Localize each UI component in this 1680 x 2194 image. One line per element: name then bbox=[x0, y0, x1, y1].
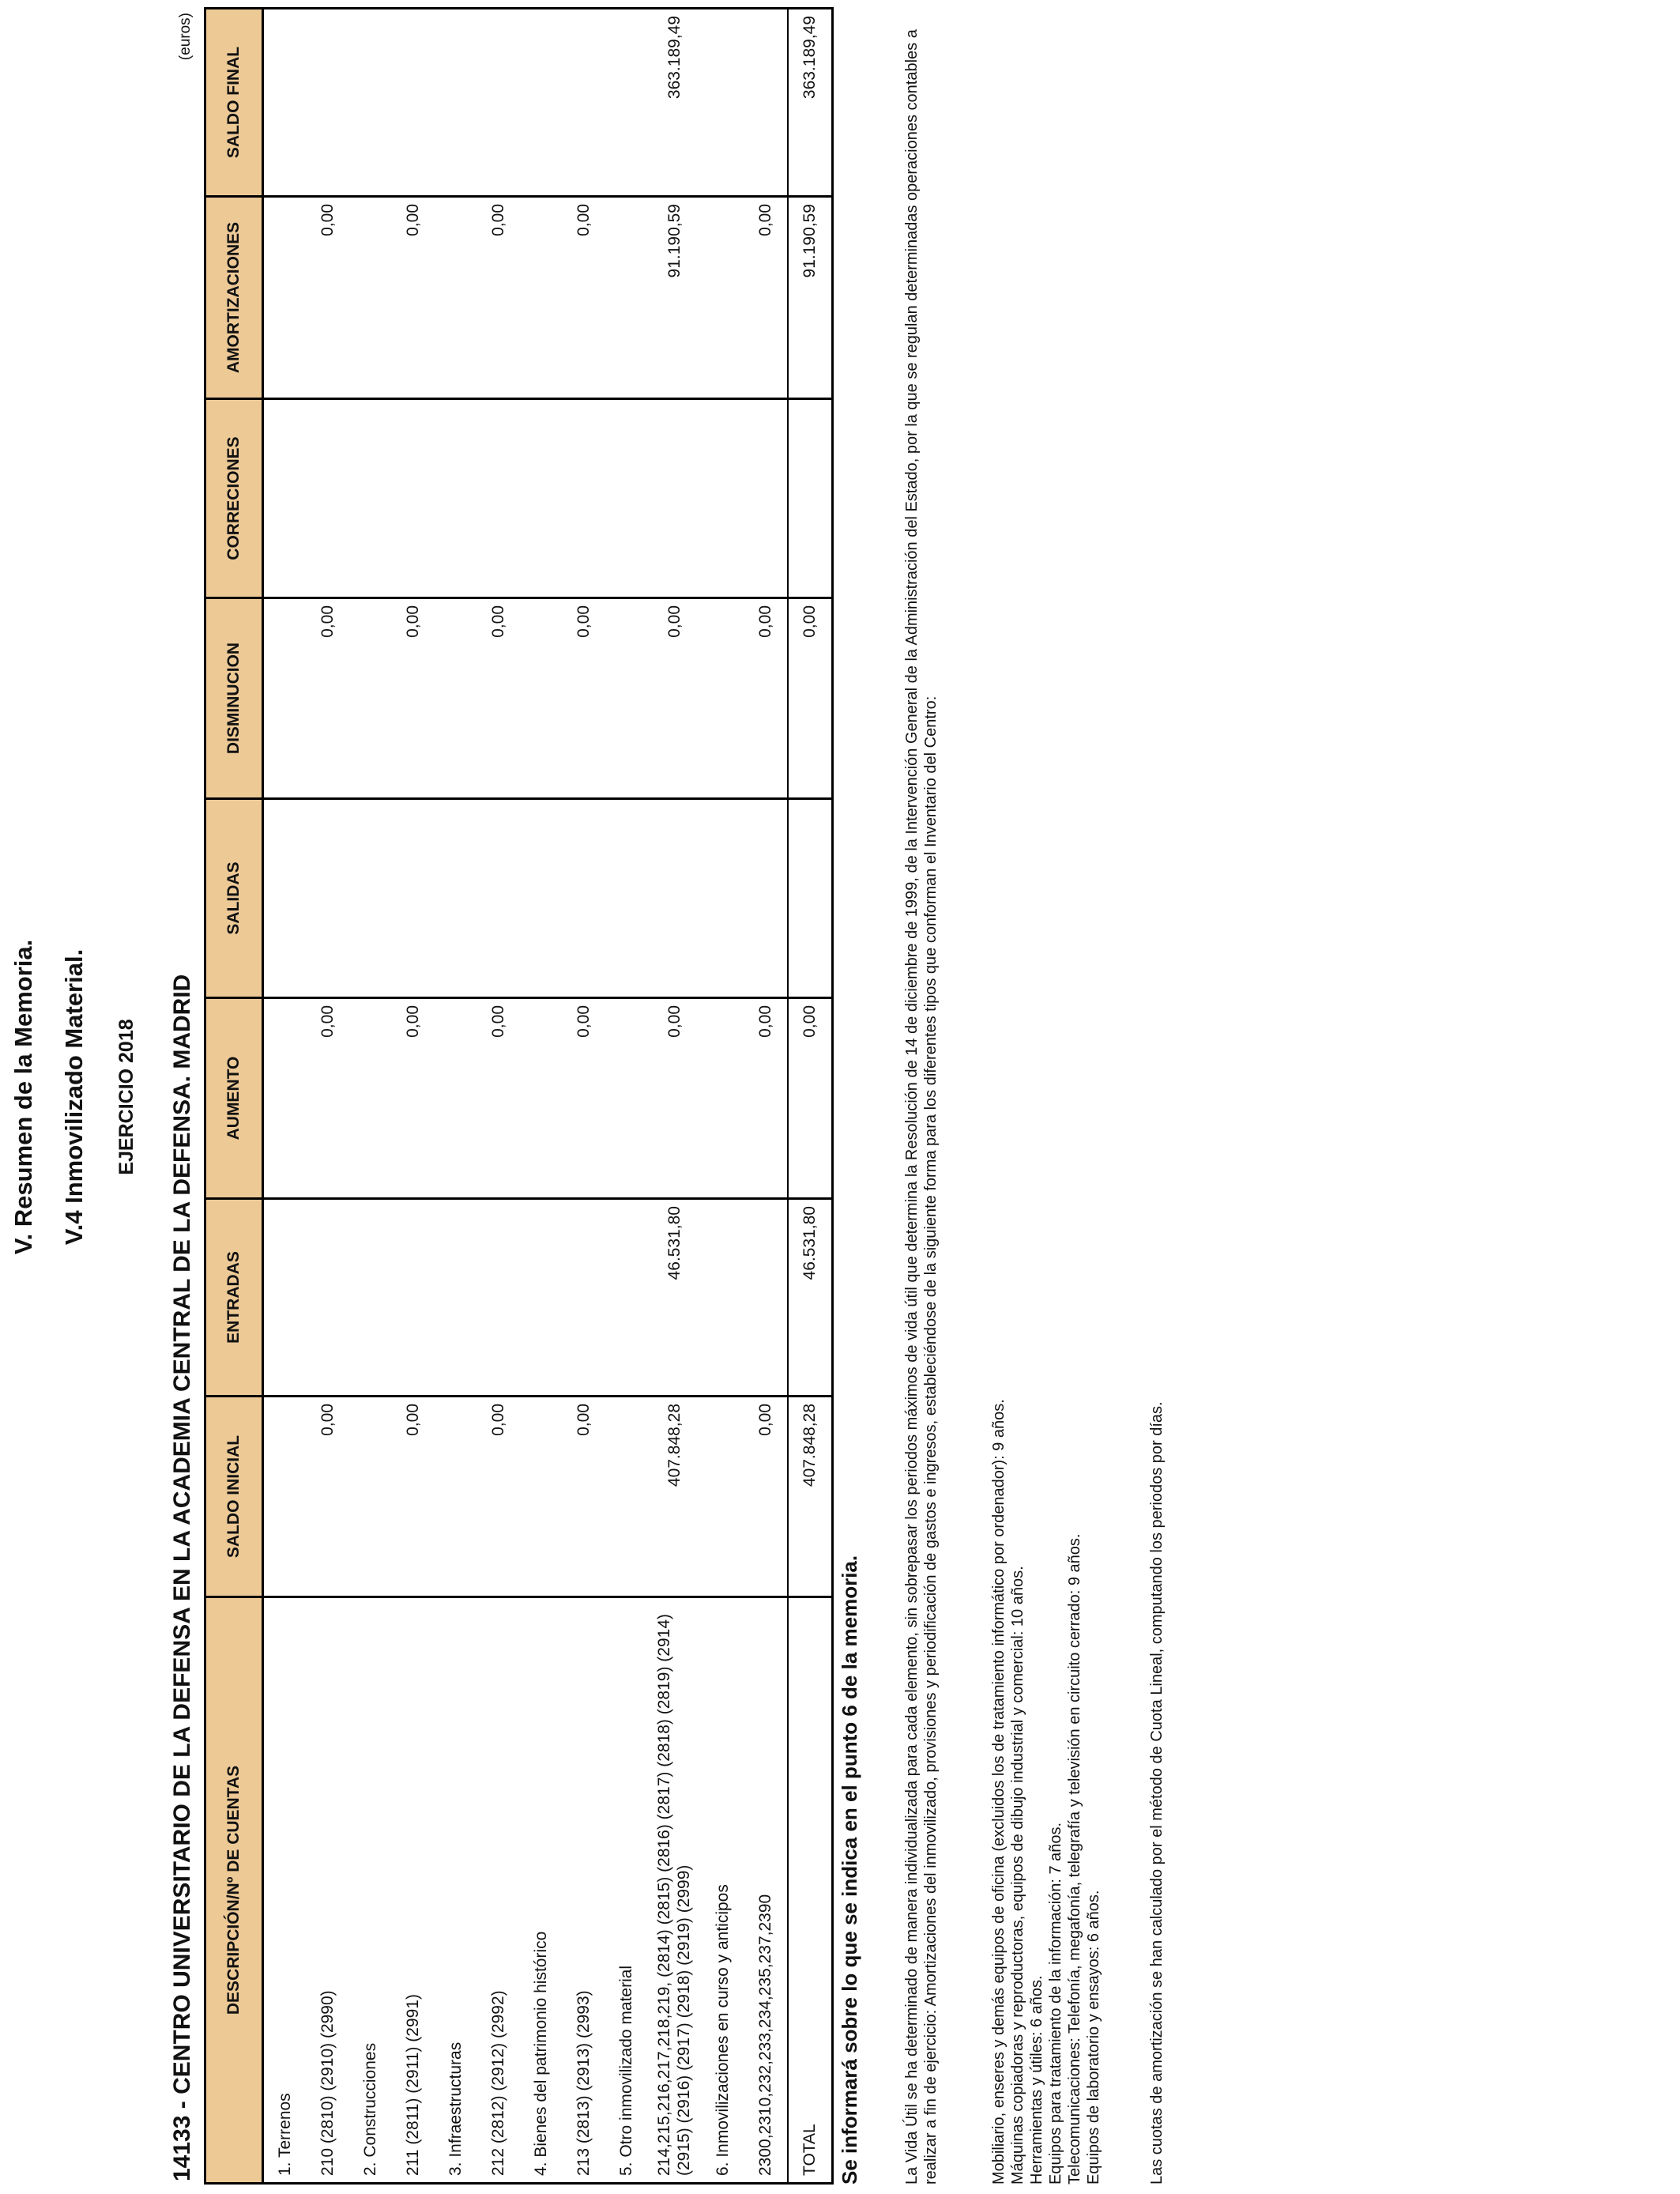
table-row bbox=[563, 9, 605, 2184]
row-value bbox=[477, 1199, 520, 1397]
useful-life-list bbox=[989, 19, 1103, 2185]
row-value bbox=[349, 799, 392, 998]
row-description: 213 (2813) (2913) (2993) bbox=[563, 1597, 605, 2184]
row-description: 210 (2810) (2910) (2990) bbox=[307, 1597, 349, 2184]
row-description: 5. Otro inmovilizado material bbox=[605, 1597, 648, 2184]
row-value bbox=[349, 197, 392, 399]
row-value bbox=[435, 799, 477, 998]
col-header-correciones: CORRECIONES bbox=[205, 399, 263, 598]
row-value bbox=[605, 399, 648, 598]
list-item: Máquinas copiadoras y reproductoras, equipos de dibujo industrial y comercial: 10 años. bbox=[1009, 1566, 1026, 2185]
row-value bbox=[349, 399, 392, 598]
row-description: TOTAL bbox=[788, 1597, 833, 2184]
row-description: 211 (2811) (2911) (2991) bbox=[392, 1597, 435, 2184]
row-value bbox=[702, 399, 744, 598]
table-row bbox=[788, 9, 833, 2184]
row-value bbox=[307, 799, 349, 998]
table-header-row bbox=[205, 9, 263, 2184]
row-value: 0,00 bbox=[648, 598, 702, 799]
row-value: 0,00 bbox=[563, 1397, 605, 1597]
row-value bbox=[744, 399, 788, 598]
row-value bbox=[563, 9, 605, 197]
row-description: 3. Infraestructuras bbox=[435, 1597, 477, 2184]
col-header-description: DESCRIPCIÓN/Nº DE CUENTAS bbox=[205, 1597, 263, 2184]
table-row bbox=[307, 9, 349, 2184]
row-value: 0,00 bbox=[477, 197, 520, 399]
row-value bbox=[520, 399, 563, 598]
row-value bbox=[392, 9, 435, 197]
row-value bbox=[263, 197, 307, 399]
row-value: 0,00 bbox=[392, 598, 435, 799]
row-value bbox=[435, 1397, 477, 1597]
row-value bbox=[435, 399, 477, 598]
section-title: V. Resumen de la Memoria. bbox=[9, 939, 37, 1255]
list-item: Herramientas y útiles: 6 años. bbox=[1028, 1975, 1045, 2185]
row-value: 0,00 bbox=[563, 998, 605, 1199]
table-row bbox=[435, 9, 477, 2184]
row-value: 0,00 bbox=[307, 1397, 349, 1597]
row-value bbox=[349, 9, 392, 197]
table-row bbox=[520, 9, 563, 2184]
list-item: Equipos para tratamiento de la información: 7 años. bbox=[1047, 1822, 1064, 2185]
row-value: 0,00 bbox=[307, 598, 349, 799]
row-value: 0,00 bbox=[477, 998, 520, 1199]
row-value bbox=[520, 1397, 563, 1597]
row-value: 46.531,80 bbox=[648, 1199, 702, 1397]
row-description: 1. Terrenos bbox=[263, 1597, 307, 2184]
col-header-salidas: SALIDAS bbox=[205, 799, 263, 998]
row-value bbox=[435, 1199, 477, 1397]
row-value bbox=[263, 799, 307, 998]
row-value bbox=[477, 9, 520, 197]
row-value bbox=[563, 399, 605, 598]
row-value: 0,00 bbox=[788, 998, 833, 1199]
row-value bbox=[605, 998, 648, 1199]
row-value bbox=[702, 1397, 744, 1597]
row-value bbox=[520, 9, 563, 197]
row-value: 0,00 bbox=[392, 998, 435, 1199]
row-description: 2300,2310,232,233,234,235,237,2390 bbox=[744, 1597, 788, 2184]
row-description: 4. Bienes del patrimonio histórico bbox=[520, 1597, 563, 2184]
row-value bbox=[263, 1397, 307, 1597]
row-value bbox=[520, 799, 563, 998]
amortization-method-paragraph: Las cuotas de amortización se han calculado por el método de Cuota Lineal, computando los periodos por días. bbox=[1148, 1401, 1166, 2185]
row-value bbox=[307, 9, 349, 197]
row-value: 407.848,28 bbox=[788, 1397, 833, 1597]
row-value bbox=[563, 1199, 605, 1397]
row-value bbox=[307, 399, 349, 598]
col-header-entradas: ENTRADAS bbox=[205, 1199, 263, 1397]
row-value bbox=[702, 799, 744, 998]
row-value: 91.190,59 bbox=[648, 197, 702, 399]
row-value: 0,00 bbox=[744, 1397, 788, 1597]
col-header-amortizaciones: AMORTIZACIONES bbox=[205, 197, 263, 399]
row-value bbox=[392, 799, 435, 998]
row-value bbox=[349, 998, 392, 1199]
list-item: Equipos de laboratorio y ensayos: 6 años. bbox=[1085, 1890, 1102, 2185]
row-value bbox=[392, 399, 435, 598]
row-value: 0,00 bbox=[788, 598, 833, 799]
row-value bbox=[520, 998, 563, 1199]
row-value bbox=[263, 9, 307, 197]
table-row bbox=[392, 9, 435, 2184]
row-value bbox=[520, 197, 563, 399]
row-value bbox=[744, 9, 788, 197]
row-value: 0,00 bbox=[477, 1397, 520, 1597]
row-description: 214,215,216,217,218,219, (2814) (2815) (2816) (2817) (2818) (2819) (2914) (2915) (2916) (2917) (2918) (2919) (2999) bbox=[648, 1597, 702, 2184]
row-value bbox=[477, 799, 520, 998]
row-value bbox=[702, 197, 744, 399]
col-header-saldo-final: SALDO FINAL bbox=[205, 9, 263, 197]
subsection-title: V.4 Inmovilizado Material. bbox=[60, 948, 88, 1246]
row-description: 2. Construcciones bbox=[349, 1597, 392, 2184]
row-value bbox=[349, 598, 392, 799]
row-value bbox=[263, 1199, 307, 1397]
row-value bbox=[435, 197, 477, 399]
row-value bbox=[307, 1199, 349, 1397]
row-value: 363.189,49 bbox=[788, 9, 833, 197]
list-item: Mobiliario, enseres y demás equipos de oficina (excluidos los de tratamiento informático por ordenador): 9 años. bbox=[990, 1399, 1008, 2185]
table-row bbox=[648, 9, 702, 2184]
row-value: 46.531,80 bbox=[788, 1199, 833, 1397]
row-value bbox=[392, 1199, 435, 1397]
row-value: 0,00 bbox=[307, 998, 349, 1199]
row-value: 0,00 bbox=[563, 598, 605, 799]
row-value: 0,00 bbox=[392, 1397, 435, 1597]
row-value bbox=[788, 399, 833, 598]
row-value bbox=[605, 799, 648, 998]
row-value bbox=[349, 1199, 392, 1397]
row-value bbox=[605, 197, 648, 399]
col-header-aumento: AUMENTO bbox=[205, 998, 263, 1199]
row-value: 0,00 bbox=[563, 197, 605, 399]
table-row bbox=[605, 9, 648, 2184]
row-value bbox=[648, 799, 702, 998]
row-value bbox=[435, 598, 477, 799]
row-value bbox=[648, 399, 702, 598]
list-item: Telecomunicaciones: Telefonía, megafonía, telegrafía y televisión en circuito cerrado: 9 años. bbox=[1066, 1533, 1083, 2185]
col-header-disminucion: DISMINUCION bbox=[205, 598, 263, 799]
table-row bbox=[349, 9, 392, 2184]
entity-title: 14133 - CENTRO UNIVERSITARIO DE LA DEFENSA EN LA ACADEMIA CENTRAL DE LA DEFENSA. MADRID bbox=[169, 974, 195, 2181]
row-value bbox=[605, 1397, 648, 1597]
row-value bbox=[744, 799, 788, 998]
row-value bbox=[263, 598, 307, 799]
row-value bbox=[605, 598, 648, 799]
row-value bbox=[605, 1199, 648, 1397]
useful-life-paragraph: La Vida Útil se ha determinado de manera individualizada para cada elemento, sin sobrepasar los periodos máximos de vida útil que determina la Resolución de 14 de diciembre de 1999, de la Intervención General de la Administración del Estado, por la que se regulan determinadas operaciones contables a realizar a fin de ejercicio: Amortizaciones del inmovilizado, provisiones y periodificación de gastos e ingresos, estableciéndose de la siguiente forma para los diferentes tipos que conforman el Inventario del Centro: bbox=[903, 29, 940, 2185]
row-value bbox=[263, 399, 307, 598]
table-row bbox=[744, 9, 788, 2184]
row-value: 0,00 bbox=[477, 598, 520, 799]
row-value: 0,00 bbox=[392, 197, 435, 399]
row-value bbox=[435, 998, 477, 1199]
table-row bbox=[263, 9, 307, 2184]
fixed-assets-table bbox=[204, 7, 834, 2185]
col-header-saldo-inicial: SALDO INICIAL bbox=[205, 1397, 263, 1597]
exercise-year: EJERCICIO 2018 bbox=[115, 1019, 137, 1175]
row-value: 407.848,28 bbox=[648, 1397, 702, 1597]
row-value: 0,00 bbox=[744, 598, 788, 799]
currency-label: (euros) bbox=[177, 13, 194, 61]
row-value bbox=[520, 598, 563, 799]
row-value bbox=[744, 1199, 788, 1397]
row-value bbox=[605, 9, 648, 197]
memory-note: Se informará sobre lo que se indica en el punto 6 de la memoria. bbox=[838, 1555, 861, 2185]
table-row bbox=[477, 9, 520, 2184]
row-value bbox=[520, 1199, 563, 1397]
row-value bbox=[702, 998, 744, 1199]
row-value: 0,00 bbox=[744, 998, 788, 1199]
row-value: 0,00 bbox=[648, 998, 702, 1199]
row-value bbox=[788, 799, 833, 998]
row-value bbox=[477, 399, 520, 598]
row-value: 0,00 bbox=[307, 197, 349, 399]
table-row bbox=[702, 9, 744, 2184]
row-description: 6. Inmovilizaciones en curso y anticipos bbox=[702, 1597, 744, 2184]
row-value: 363.189,49 bbox=[648, 9, 702, 197]
row-description: 212 (2812) (2912) (2992) bbox=[477, 1597, 520, 2184]
row-value bbox=[263, 998, 307, 1199]
row-value bbox=[702, 598, 744, 799]
row-value: 91.190,59 bbox=[788, 197, 833, 399]
row-value bbox=[563, 799, 605, 998]
row-value: 0,00 bbox=[744, 197, 788, 399]
row-value bbox=[349, 1397, 392, 1597]
row-value bbox=[435, 9, 477, 197]
row-value bbox=[702, 9, 744, 197]
row-value bbox=[702, 1199, 744, 1397]
